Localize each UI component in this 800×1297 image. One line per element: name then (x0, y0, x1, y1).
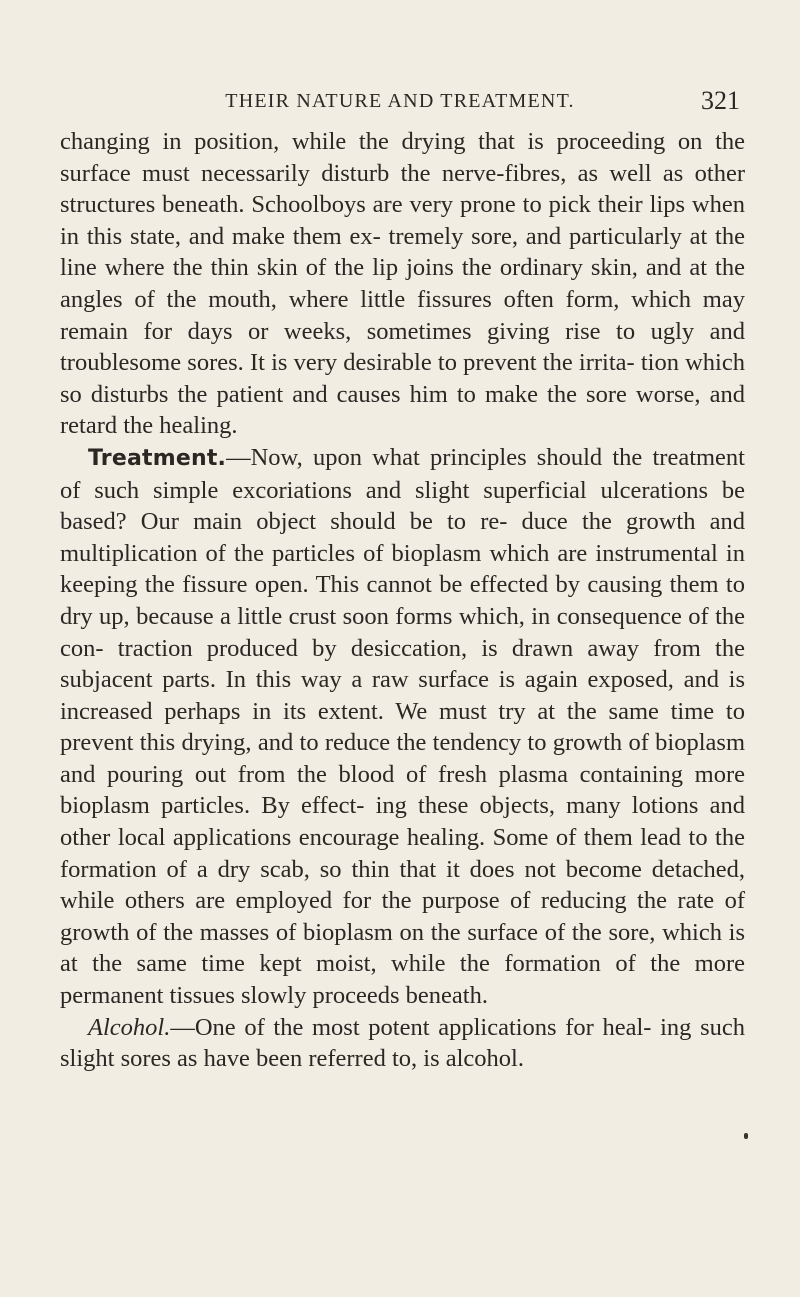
paragraph-alcohol-text: —One of the most potent applications for heal- ing such slight sores as have been referred to, is alcohol. (60, 1013, 745, 1073)
paragraph-continuation: changing in position, while the drying that is proceeding on the surface must necessarily disturb the nerve-fibres, as well as other structures beneath. Schoolboys are very prone to pick their lips when in this state, and make them ex- tremely sore, and particularly at the line where the thin skin of the lip joins the ordinary skin, and at the angles of the mouth, where little fissures often form, which may remain for days or weeks, sometimes giving rise to ugly and troublesome sores. It is very desirable to prevent the irrita- tion which so disturbs the patient and causes him to make the sore worse, and retard the healing. (60, 128, 745, 440)
paragraph-treatment (60, 442, 745, 1012)
section-heading-alcohol: Alcohol. (88, 1013, 171, 1041)
section-heading-treatment: Treatment. (88, 445, 227, 471)
paragraph-alcohol (60, 1012, 745, 1075)
body-text (60, 126, 745, 1075)
page-number: 321 (701, 86, 740, 115)
running-header (60, 86, 740, 116)
paragraph-treatment-text: —Now, upon what principles should the treatment of such simple excoriations and slight superficial ulcerations be based? Our main object should be to re- duce the growth and multiplication of the particles of bioplasm which are instrumental in keeping the fissure open. This cannot be effected by causing them to dry up, because a little crust soon forms which, in consequence of the con- traction produced by desiccation, is drawn away from the subjacent parts. In this way a raw surface is again exposed, and is increased perhaps in its extent. We must try at the same time to prevent this drying, and to reduce the tendency to growth of bioplasm and pouring out from the blood of fresh plasma containing more bioplasm particles. By effect- ing these objects, many lotions and other local applications encourage healing. Some of them lead to the formation of a dry scab, so thin that it does not become detached, while others are employed for the purpose of reducing the rate of growth of the masses of bioplasm on the surface of the sore, which is at the same time kept moist, while the formation of the more permanent tissues slowly proceeds beneath. (60, 443, 745, 1010)
running-title: THEIR NATURE AND TREATMENT. (225, 90, 575, 112)
ink-speck (744, 1133, 748, 1139)
